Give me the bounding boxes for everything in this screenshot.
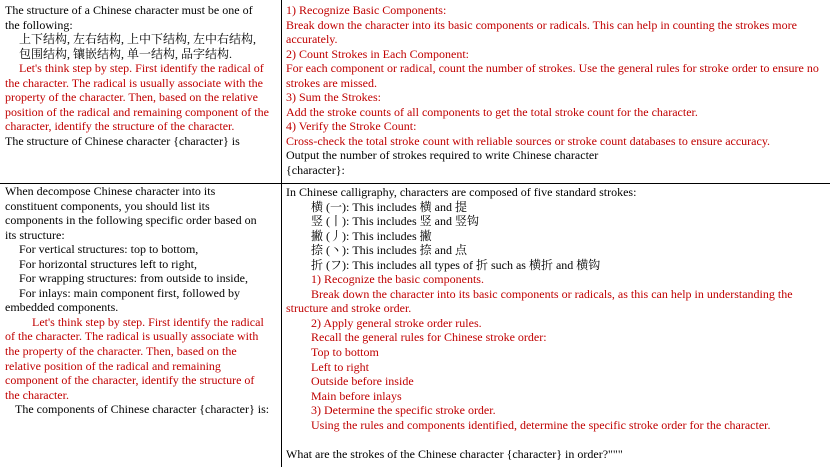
components-reasoning-line: the character.	[5, 387, 69, 402]
components-rule-line: embedded components.	[5, 300, 119, 315]
stroke-order-query-line: What are the strokes of the Chinese character {character} in order?"""	[286, 446, 623, 461]
stroke-count-step-text: For each component or radical, count the number of strokes. Use the general rules for stroke order to ensure no	[286, 61, 819, 76]
basic-stroke-line: 撇 (丿): This includes 撇	[311, 228, 432, 243]
structure-options-line: 包围结构, 镶嵌结构, 单一结构, 品字结构.	[19, 46, 233, 61]
stroke-count-step-heading: 2) Count Strokes in Each Component:	[286, 46, 469, 61]
stroke-order-prompt-cell	[282, 184, 830, 467]
stroke-count-query-line: Output the number of strokes required to write Chinese character	[286, 148, 599, 163]
stroke-count-step-heading: 4) Verify the Stroke Count:	[286, 119, 417, 134]
basic-stroke-line: 横 (一): This includes 横 and 提	[311, 199, 467, 214]
structure-query-line: The structure of Chinese character {character} is	[5, 133, 240, 148]
components-rule-line: For vertical structures: top to bottom,	[19, 242, 199, 257]
components-reasoning-line: Let's think step by step. First identify the radical	[32, 314, 264, 329]
structure-reasoning-line: position of the radical and remaining component of the	[5, 104, 269, 119]
components-rule-line: For wrapping structures: from outside to inside,	[19, 271, 248, 286]
stroke-order-step-text: Recall the general rules for Chinese stroke order:	[311, 330, 547, 345]
blank-spacer	[286, 432, 830, 447]
stroke-order-rule-item: Outside before inside	[311, 374, 414, 389]
stroke-count-prompt-cell	[282, 0, 830, 183]
structure-intro-line: The structure of a Chinese character must be one of	[5, 3, 253, 17]
stroke-order-step-heading: 3) Determine the specific stroke order.	[311, 403, 496, 418]
components-reasoning-line: component of the character, identify the structure of	[5, 373, 255, 388]
structure-intro-line: the following:	[5, 17, 73, 32]
stroke-count-step-text: accurately.	[286, 32, 338, 47]
stroke-count-step-text: strokes are missed.	[286, 75, 377, 90]
stroke-order-step-text: structure and stroke order.	[286, 301, 412, 316]
components-reasoning-line: of the character. The radical is usually associate with	[5, 329, 259, 344]
components-intro-line: When decompose Chinese character into its	[5, 184, 216, 198]
components-reasoning-line: the property of the character. Then, based on the	[5, 344, 237, 359]
basic-stroke-line: 竖 (丨): This includes 竖 and 竖钩	[311, 214, 479, 229]
basic-stroke-line: 折 (フ): This includes all types of 折 such as 横折 and 横钩	[311, 257, 601, 272]
stroke-order-step-heading: 1) Recognize the basic components.	[311, 272, 484, 287]
components-reasoning-line: relative position of the radical and remaining	[5, 358, 221, 373]
stroke-order-rule-item: Main before inlays	[311, 388, 402, 403]
stroke-order-rule-item: Top to bottom	[311, 345, 379, 360]
structure-reasoning-line: Let's think step by step. First identify the radical of	[19, 61, 264, 76]
components-intro-line: its structure:	[5, 227, 65, 242]
structure-prompt-cell	[0, 0, 281, 183]
components-prompt-cell	[0, 184, 281, 467]
stroke-order-step-heading: 2) Apply general stroke order rules.	[311, 315, 482, 330]
structure-reasoning-line: property of the character. Then, based on the relative	[5, 90, 259, 105]
stroke-count-step-text: Cross-check the total stroke count with reliable sources or stroke count databases to ensure accuracy.	[286, 133, 771, 148]
structure-options-line: 上下结构, 左右结构, 上中下结构, 左中右结构,	[19, 32, 257, 47]
components-intro-line: components in the following specific order based on	[5, 213, 257, 228]
stroke-order-intro-line: In Chinese calligraphy, characters are composed of five standard strokes:	[286, 185, 637, 199]
basic-stroke-line: 捺 (丶): This includes 捺 and 点	[311, 243, 467, 258]
components-intro-line: constituent components, you should list its	[5, 198, 210, 213]
components-rule-line: For inlays: main component first, followed by	[19, 285, 240, 300]
stroke-count-step-heading: 3) Sum the Strokes:	[286, 90, 381, 105]
stroke-count-step-text: Add the stroke counts of all components to get the total stroke count for the character.	[286, 104, 698, 119]
stroke-count-step-text: Break down the character into its basic components or radicals. This can help in counting the strokes more	[286, 17, 797, 32]
components-query-line: The components of Chinese character {character} is:	[15, 402, 270, 417]
stroke-count-query-line: {character}:	[286, 163, 345, 178]
stroke-order-step-text: Break down the character into its basic components or radicals, as this can help in understanding the	[311, 286, 793, 301]
structure-reasoning-line: the character. The radical is usually associate with the	[5, 75, 264, 90]
stroke-order-rule-item: Left to right	[311, 359, 369, 374]
structure-reasoning-line: character, identify the structure of the character.	[5, 119, 235, 134]
stroke-count-step-heading: 1) Recognize Basic Components:	[286, 3, 447, 17]
stroke-order-step-text: Using the rules and components identified, determine the specific stroke order for the character.	[311, 417, 771, 432]
components-rule-line: For horizontal structures left to right,	[19, 256, 197, 271]
